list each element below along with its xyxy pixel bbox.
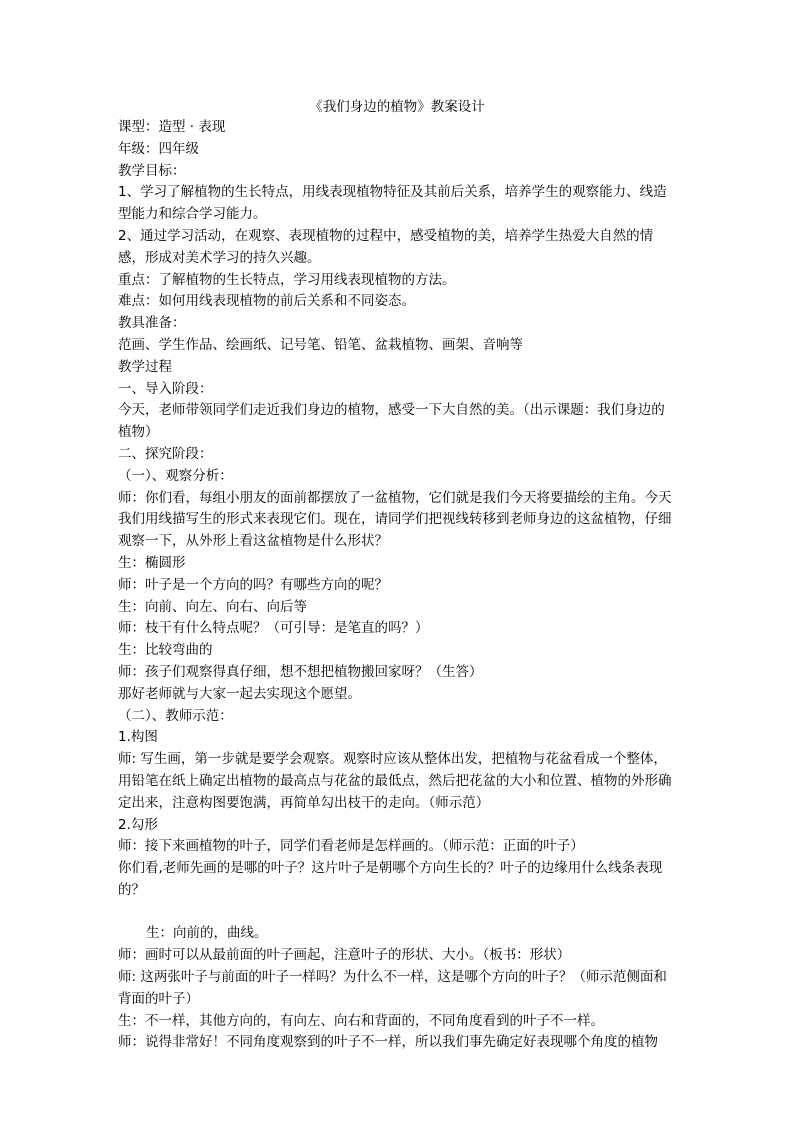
teacher-paragraph: 师: 这两张叶子与前面的叶子一样吗？为什么不一样，这是哪个方向的叶子？（师示范侧面和背面的叶子）: [118, 969, 667, 1007]
teacher-line: 师：说得非常好！不同角度观察到的叶子不一样，所以我们事先确定好表现哪个角度的植物: [118, 1034, 658, 1051]
transition-line: 那好老师就与大家一起去实现这个愿望。: [118, 685, 361, 702]
teacher-line: 师：接下来画植物的叶子，同学们看老师是怎样画的。（师示范：正面的叶子）: [118, 838, 584, 855]
subsection-demo-heading: （二）、教师示范：: [118, 707, 233, 724]
student-line: 生：向前的，曲线。: [146, 925, 268, 942]
teacher-line: 师：孩子们观察得真仔细，想不想把植物搬回家呀？（生答）: [118, 663, 483, 680]
materials-heading: 教具准备：: [118, 315, 186, 332]
materials-list: 范画、学生作品、绘画纸、记号笔、铅笔、盆栽植物、画架、音响等: [118, 336, 523, 353]
teacher-paragraph: 师：你们看，每组小朋友的面前都摆放了一盆植物，它们就是我们今天将要描绘的主角。今天我们用线描写生的形式来表现它们。现在，请同学们把视线转移到老师身边的这盆植物，仔细观察一下，从外形上看这盆植物是什么形状？: [118, 489, 672, 550]
teacher-line: 师：画时可以从最前面的叶子画起，注意叶子的形状、大小。（板书：形状）: [118, 947, 571, 964]
document-body: [118, 117, 678, 1054]
goal-1-paragraph: 1、学习了解植物的生长特点，用线表现植物特征及其前后关系，培养学生的观察能力、线造型能力和综合学习能力。: [118, 184, 667, 223]
step-outline-heading: 2.勾形: [118, 816, 158, 833]
teacher-paragraph: 师: 写生画，第一步就是要学会观察。观察时应该从整体出发，把植物与花盆看成一个整体，用铅笔在纸上确定出植物的最高点与花盆的最低点，然后把花盆的大小和位置、植物的外形确定出来，注意构图要饱满，再简单勾出枝干的走向。（师示范）: [118, 751, 672, 811]
student-line: 生：不一样，其他方向的，有向左、向右和背面的，不同角度看到的叶子不一样。: [118, 1012, 604, 1029]
goal-2-paragraph: 2、通过学习活动，在观察、表现植物的过程中，感受植物的美，培养学生热爱大自然的情感，形成对美术学习的持久兴趣。: [118, 227, 654, 266]
student-line: 生：比较弯曲的: [118, 642, 213, 659]
course-type-line: 课型：造型 · 表现: [118, 119, 226, 135]
key-point-line: 重点：了解植物的生长特点，学习用线表现植物的方法。: [118, 271, 456, 288]
student-line: 生：向前、向左、向右、向后等: [118, 598, 307, 615]
subsection-observe-heading: （一）、观察分析：: [118, 467, 233, 484]
section-2-heading: 二、探究阶段：: [118, 445, 213, 462]
difficulty-line: 难点：如何用线表现植物的前后关系和不同姿态。: [118, 293, 415, 310]
intro-paragraph: 今天，老师带领同学们走近我们身边的植物，感受一下大自然的美。（出示课题：我们身边的植物）: [118, 402, 665, 441]
step-composition-heading: 1.构图: [118, 729, 158, 746]
teaching-process-heading: 教学过程: [118, 358, 172, 375]
section-1-heading: 一、导入阶段：: [118, 380, 213, 397]
teacher-line: 师：枝干有什么特点呢？（可引导：是笔直的吗？）: [118, 620, 429, 637]
teacher-question-paragraph: 你们看,老师先画的是哪的叶子？这片叶子是朝哪个方向生长的？叶子的边缘用什么线条表现的？: [118, 860, 663, 898]
document-title: 《我们身边的植物》教案设计: [309, 99, 485, 115]
teacher-line: 师：叶子是一个方向的吗？有哪些方向的呢？: [118, 576, 388, 593]
student-line: 生：椭圆形: [118, 554, 186, 571]
grade-line: 年级：四年级: [118, 140, 199, 157]
teaching-goals-heading: 教学目标：: [118, 162, 186, 179]
